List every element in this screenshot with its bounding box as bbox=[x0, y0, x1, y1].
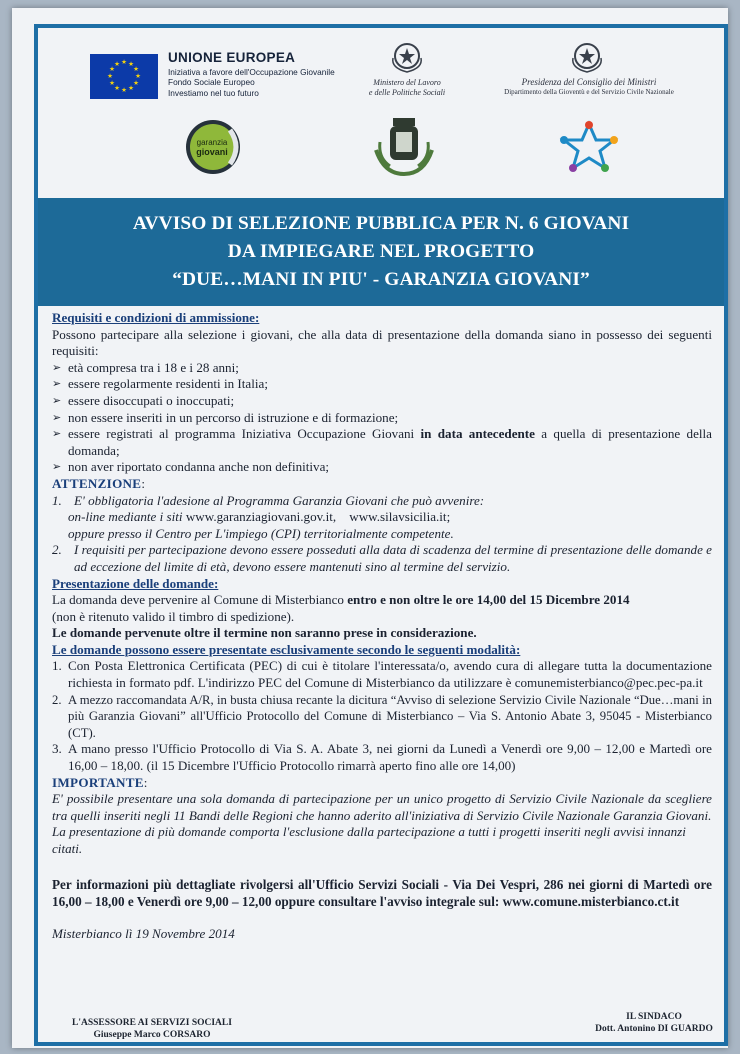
eu-title: UNIONE EUROPEA bbox=[168, 50, 296, 65]
important-text-1: E' possibile presentare una sola domanda di partecipazione per un unico progetto di Servizio Civile Nazionale da scegliere tra quelli inseriti negli 11 Bandi delle Regioni che hanno aderito all'iniziativa di Servizio Civile Nazionale Garanzia Giovani. bbox=[52, 791, 712, 823]
requirement-text: essere regolarmente residenti in Italia; bbox=[68, 376, 268, 392]
list-item bbox=[52, 459, 712, 476]
municipal-crest-icon bbox=[366, 114, 442, 180]
method-text: A mezzo raccomandata A/R, in busta chiusa recante la dicitura “Avviso di selezione Servizio Civile Nazionale “Due…mani in più Garanzia Giovani” all'Ufficio Protocollo del Comune di Misterbianco – Via S. Antonio Abate 3, 95045 - Misterbianco (CT). bbox=[68, 692, 712, 740]
submission-deadline bbox=[52, 592, 712, 609]
list-item bbox=[52, 376, 712, 393]
assessor-signature bbox=[52, 1018, 252, 1041]
arrow-bullet-icon: ➢ bbox=[52, 361, 62, 374]
arrow-bullet-icon: ➢ bbox=[52, 428, 62, 441]
assessor-title: L'ASSESSORE AI SERVIZI SOCIALI bbox=[72, 1018, 232, 1028]
postmark-note: (non è ritenuto valido il timbro di spedizione). bbox=[52, 608, 295, 624]
logo-header bbox=[38, 28, 724, 204]
deadline-bold-text: entro e non oltre le ore 14,00 del 15 Dicembre 2014 bbox=[347, 592, 630, 608]
site-link[interactable]: www.garanziagiovani.gov.it, bbox=[185, 509, 337, 525]
svg-text:★: ★ bbox=[121, 86, 127, 94]
svg-text:★: ★ bbox=[128, 60, 134, 68]
list-number: 2. bbox=[52, 542, 62, 558]
gg-logo-text-1: garanzia bbox=[196, 138, 228, 147]
italian-emblem-icon bbox=[388, 38, 426, 74]
servizio-civile-star-logo bbox=[558, 120, 620, 172]
info-paragraph: Per informazioni più dettagliate rivolgersi all'Ufficio Servizi Sociali - Via Dei Vespri, 286 nei giorni di Martedì ore 16,00 – 18,00 e Venerdì ore 9,00 – 12,00 oppure consultare l'avviso integrale sul: www.comune.misterbianco.ct.it bbox=[52, 876, 712, 909]
list-item bbox=[52, 542, 712, 575]
list-number: 1. bbox=[52, 492, 62, 508]
ministry-caption-line-2: e delle Politiche Sociali bbox=[368, 87, 446, 97]
poster-frame bbox=[34, 24, 728, 1046]
list-number: 2. bbox=[52, 692, 62, 707]
attention-text: on-line mediante i siti bbox=[68, 509, 183, 525]
ministry-caption-line-1: Ministero del Lavoro bbox=[373, 78, 441, 87]
garanzia-giovani-logo bbox=[184, 118, 244, 176]
requirement-text: essere registrati al programma Iniziativa Occupazione Giovani bbox=[68, 426, 421, 442]
requirements-list bbox=[52, 360, 712, 476]
eu-text-block bbox=[168, 50, 335, 98]
list-item bbox=[52, 658, 712, 691]
arrow-bullet-icon: ➢ bbox=[52, 378, 62, 391]
list-item bbox=[52, 493, 712, 543]
attention-sites bbox=[68, 509, 712, 526]
list-number: 3. bbox=[52, 741, 62, 757]
title-line-1: AVVISO DI SELEZIONE PUBBLICA PER N. 6 GIOVANI bbox=[132, 213, 630, 234]
gg-logo-text-2: giovani bbox=[196, 147, 228, 157]
methods-heading: Le domande possono essere presentate esclusivamente secondo le seguenti modalità: bbox=[52, 641, 521, 657]
list-item bbox=[52, 692, 712, 742]
svg-text:★: ★ bbox=[109, 65, 115, 73]
title-banner bbox=[38, 198, 724, 306]
mayor-name: Dott. Antonino DI GUARDO bbox=[595, 1023, 713, 1034]
eu-flag-icon bbox=[90, 54, 158, 99]
page-title bbox=[46, 210, 716, 294]
svg-text:★: ★ bbox=[135, 72, 141, 80]
ministry-caption bbox=[338, 78, 476, 97]
attention-list bbox=[52, 493, 712, 576]
requirement-text: età compresa tra i 18 e i 28 anni; bbox=[68, 359, 239, 375]
svg-text:★: ★ bbox=[107, 72, 113, 80]
presidency-caption-line-1: Presidenza del Consiglio dei Ministri bbox=[521, 77, 657, 87]
requirements-intro: Possono partecipare alla selezione i giovani, che alla data di presentazione della domanda siano in possesso dei seguenti requisiti: bbox=[52, 326, 712, 359]
poster-sheet bbox=[12, 8, 728, 1048]
methods-list bbox=[52, 658, 712, 774]
eu-line-2: Fondo Sociale Europeo bbox=[168, 77, 255, 88]
title-line-3: “DUE…MANI IN PIU' - GARANZIA GIOVANI” bbox=[172, 269, 590, 290]
eu-line-1: Iniziativa a favore dell'Occupazione Giovanile bbox=[168, 67, 335, 77]
list-item bbox=[52, 393, 712, 410]
svg-text:★: ★ bbox=[128, 84, 134, 92]
site-link[interactable]: www.silavsicilia.it; bbox=[349, 509, 451, 525]
svg-text:★: ★ bbox=[114, 60, 120, 68]
presidency-caption bbox=[484, 78, 694, 97]
attention-text: E' obbligatoria l'adesione al Programma Garanzia Giovani che può avvenire: bbox=[74, 492, 485, 508]
attention-text: I requisiti per partecipazione devono essere posseduti alla data di scadenza del termine di presentazione delle domande e ad eccezione del limite di età, devono essere mantenuti sino al termine del servizio. bbox=[74, 542, 712, 574]
presidency-emblem-icon bbox=[568, 38, 606, 74]
arrow-bullet-icon: ➢ bbox=[52, 411, 62, 424]
list-item bbox=[52, 741, 712, 774]
list-item bbox=[52, 360, 712, 377]
requirement-text: essere disoccupati o inoccupati; bbox=[68, 392, 235, 408]
mayor-title: IL SINDACO bbox=[626, 1012, 682, 1022]
method-text: A mano presso l'Ufficio Protocollo di Via S. A. Abate 3, nei giorni da Lunedì a Venerdì ore 9,00 – 12,00 e Martedì ore 16,00 – 18,00. (il 15 Dicembre l'Ufficio Protocollo rimarrà aperto fino alle ore 14,00) bbox=[68, 741, 712, 774]
presidency-caption-line-2: Dipartimento della Gioventù e del Servizio Civile Nazionale bbox=[504, 88, 674, 96]
important-heading-text: IMPORTANTE bbox=[52, 774, 144, 790]
notice-body bbox=[52, 310, 712, 942]
list-item bbox=[52, 426, 712, 459]
svg-text:★: ★ bbox=[133, 65, 139, 73]
attention-heading-text: ATTENZIONE bbox=[52, 475, 142, 491]
requirements-heading: Requisiti e condizioni di ammissione: bbox=[52, 310, 260, 325]
title-line-2: DA IMPIEGARE NEL PROGETTO bbox=[227, 241, 535, 262]
svg-text:★: ★ bbox=[133, 79, 139, 87]
svg-text:★: ★ bbox=[114, 84, 120, 92]
requirement-text: a quella di presentazione della domanda; bbox=[68, 426, 712, 458]
deadline-text: La domanda deve pervenire al Comune di Misterbianco bbox=[52, 592, 348, 608]
mayor-signature bbox=[594, 1012, 714, 1035]
eu-line-3: Investiamo nel tuo futuro bbox=[168, 87, 259, 98]
assessor-name: Giuseppe Marco CORSARO bbox=[93, 1029, 211, 1040]
attention-colon: : bbox=[141, 475, 145, 491]
requirement-text: non aver riportato condanna anche non definitiva; bbox=[68, 459, 330, 475]
attention-text: oppure presso il Centro per L'impiego (CPI) territorialmente competente. bbox=[68, 525, 454, 541]
svg-text:★: ★ bbox=[121, 58, 127, 66]
arrow-bullet-icon: ➢ bbox=[52, 394, 62, 407]
list-number: 1. bbox=[52, 658, 62, 674]
list-item bbox=[52, 410, 712, 427]
method-text: Con Posta Elettronica Certificata (PEC) di cui è titolare l'interessata/o, avendo cura di allegare tutta la documentazione richiesta in formato pdf. L'indirizzo PEC del Comune di Misterbianco da utilizzare è comunemisterbianco@pec.pec-pa.it bbox=[68, 658, 712, 691]
requirement-text: non essere inseriti in un percorso di istruzione e di formazione; bbox=[68, 409, 399, 425]
late-submission-note: Le domande pervenute oltre il termine non saranno prese in considerazione. bbox=[52, 625, 477, 641]
submission-heading: Presentazione delle domande: bbox=[52, 575, 219, 591]
attention-heading bbox=[52, 476, 712, 493]
date-line: Misterbianco lì 19 Novembre 2014 bbox=[52, 925, 235, 941]
important-colon: : bbox=[143, 774, 148, 790]
important-text-2: La presentazione di più domande comporta l'esclusione dalla partecipazione a tutti i progetti inseriti negli avvisi innanzi citati. bbox=[52, 824, 686, 856]
important-heading bbox=[52, 775, 712, 792]
svg-text:★: ★ bbox=[109, 79, 115, 87]
arrow-bullet-icon: ➢ bbox=[52, 461, 62, 474]
requirement-bold-text: in data antecedente bbox=[420, 426, 535, 442]
